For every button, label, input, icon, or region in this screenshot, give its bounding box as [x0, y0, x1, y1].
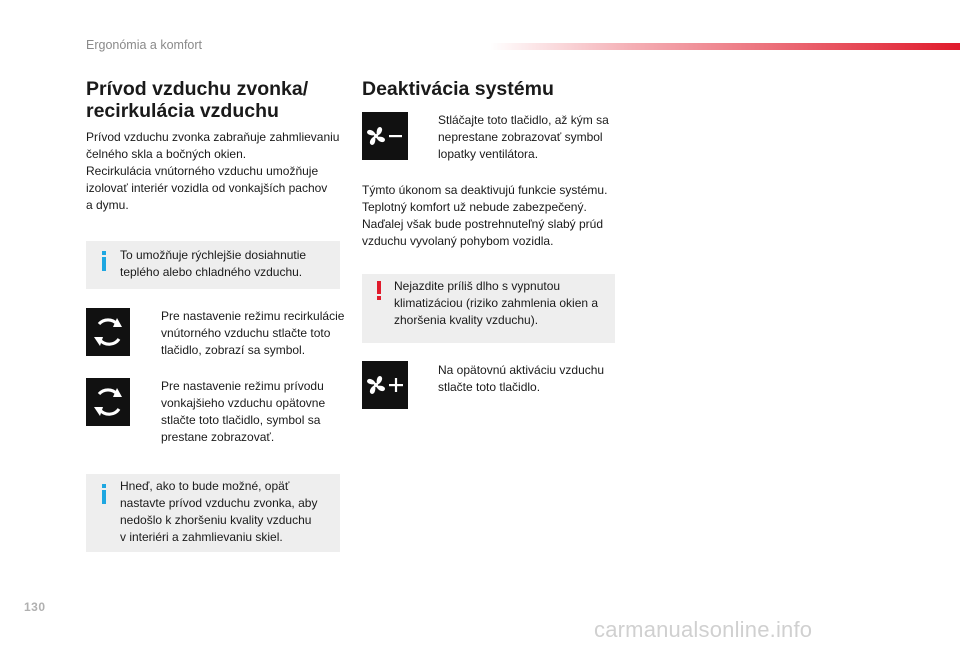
info-line: nastavte prívod vzduchu zvonka, aby — [120, 496, 318, 510]
right-section-title: Deaktivácia systému — [362, 78, 554, 100]
recirculation-button-icon — [86, 378, 130, 426]
instruction-line: stlačte toto tlačidlo. — [438, 380, 541, 394]
warning-line: Nejazdite príliš dlho s vypnutou — [394, 279, 561, 293]
instruction-line: stlačte toto tlačidlo, symbol sa — [161, 413, 321, 427]
intro-line: čelného skla a bočných okien. — [86, 147, 247, 161]
header-accent-bar — [490, 43, 960, 50]
intro-line: a dymu. — [86, 198, 129, 212]
paragraph-line: vzduchu vyvolaný pohybom vozidla. — [362, 234, 554, 248]
warning-line: zhoršenia kvality vzduchu). — [394, 313, 539, 327]
fan-minus-icon — [362, 112, 408, 160]
info-icon — [99, 484, 109, 504]
recirculation-on-instruction — [161, 308, 346, 359]
instruction-line: Pre nastavenie režimu recirkulácie — [161, 309, 345, 323]
intro-line: izolovať interiér vozidla od vonkajších pachov — [86, 181, 328, 195]
paragraph-line: Naďalej však bude postrehnuteľný slabý prúd — [362, 217, 604, 231]
info-note-text — [120, 247, 335, 281]
left-title-line: recirkulácia vzduchu — [86, 100, 279, 122]
deactivation-paragraph — [362, 182, 632, 250]
info-line: Hneď, ako to bude možné, opäť — [120, 479, 290, 493]
fan-plus-button-icon — [362, 361, 408, 409]
recirculation-button-icon — [86, 308, 130, 356]
info-line: v interiéri a zahmlievaniu skiel. — [120, 530, 283, 544]
left-section-title — [86, 78, 308, 122]
instruction-line: neprestane zobrazovať symbol — [438, 130, 603, 144]
info-line: To umožňuje rýchlejšie dosiahnutie — [120, 248, 307, 262]
outside-air-instruction — [161, 378, 346, 446]
instruction-line: prestane zobrazovať. — [161, 430, 275, 444]
info-icon — [99, 251, 109, 271]
warning-line: klimatizáciou (riziko zahmlenia okien a — [394, 296, 599, 310]
intro-line: Recirkulácia vnútorného vzduchu umožňuje — [86, 164, 319, 178]
intro-line: Prívod vzduchu zvonka zabraňuje zahmlievaniu — [86, 130, 340, 144]
page-number: 130 — [24, 600, 46, 614]
paragraph-line: Týmto úkonom sa deaktivujú funkcie systému. — [362, 183, 608, 197]
left-intro-paragraph — [86, 129, 346, 214]
info-note-text — [120, 478, 335, 546]
reactivate-instruction — [438, 362, 623, 396]
info-line: teplého alebo chladného vzduchu. — [120, 265, 303, 279]
recirculation-icon — [86, 308, 130, 356]
instruction-line: Na opätovnú aktiváciu vzduchu — [438, 363, 605, 377]
instruction-line: Pre nastavenie režimu prívodu — [161, 379, 324, 393]
warning-icon — [375, 281, 383, 301]
instruction-line: vonkajšieho vzduchu opätovne — [161, 396, 326, 410]
watermark-text: carmanualsonline.info — [594, 617, 813, 642]
instruction-line: vnútorného vzduchu stlačte toto — [161, 326, 331, 340]
instruction-line: Stláčajte toto tlačidlo, až kým sa — [438, 113, 609, 127]
instruction-line: tlačidlo, zobrazí sa symbol. — [161, 343, 306, 357]
paragraph-line: Teplotný komfort už nebude zabezpečený. — [362, 200, 587, 214]
info-line: nedošlo k zhoršeniu kvality vzduchu — [120, 513, 312, 527]
fan-plus-icon — [362, 361, 408, 409]
fan-minus-button-icon — [362, 112, 408, 160]
left-title-line: Prívod vzduchu zvonka/ — [86, 78, 309, 100]
recirculation-icon — [86, 378, 130, 426]
instruction-line: lopatky ventilátora. — [438, 147, 539, 161]
warning-note-text — [394, 278, 614, 329]
section-header: Ergonómia a komfort — [86, 38, 203, 52]
deactivate-instruction — [438, 112, 623, 163]
